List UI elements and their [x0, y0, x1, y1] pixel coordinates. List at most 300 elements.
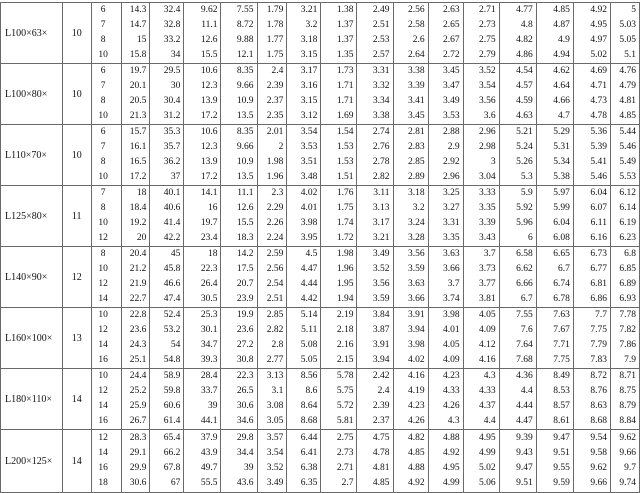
- table-cell: 54.8: [163, 355, 181, 365]
- inner-radius-value: 13: [62, 308, 91, 369]
- table-cell: 1.53: [336, 142, 354, 152]
- table-cell: 9.74: [619, 478, 636, 488]
- table-cell: 2.39: [372, 401, 390, 411]
- table-cell: 7.9: [624, 355, 636, 365]
- value-column: [573, 308, 610, 369]
- table-cell: 12.6: [200, 35, 218, 45]
- table-cell: 3.05: [266, 416, 284, 426]
- table-cell: 5.81: [336, 416, 354, 426]
- table-cell: 53.2: [163, 325, 181, 335]
- table-cell: 4.66: [553, 96, 570, 106]
- table-cell: 6: [528, 233, 533, 243]
- table-cell: 2.49: [372, 5, 390, 15]
- table-cell: 4.02: [407, 355, 425, 365]
- table-cell: 3.13: [372, 203, 390, 213]
- table-cell: 2: [278, 142, 284, 152]
- table-cell: 67.8: [163, 463, 181, 473]
- table-cell: 6.73: [590, 249, 607, 259]
- table-cell: 2.6: [412, 35, 425, 45]
- table-cell: 2.01: [266, 127, 284, 137]
- value-column: [357, 64, 393, 125]
- table-cell: 7.79: [590, 340, 607, 350]
- section-designation: L100×80×: [1, 64, 63, 125]
- table-cell: 4.16: [479, 355, 496, 365]
- table-cell: 4.85: [407, 448, 425, 458]
- table-cell: 2.59: [266, 249, 284, 259]
- value-column: [121, 186, 150, 247]
- table-cell: 1.74: [336, 218, 354, 228]
- table-cell: 3.18: [407, 188, 425, 198]
- table-cell: 33.2: [163, 35, 181, 45]
- table-cell: 4.44: [300, 279, 318, 289]
- table-cell: 5.97: [553, 188, 570, 198]
- table-cell: 10: [98, 371, 108, 381]
- table-cell: 46.6: [163, 279, 181, 289]
- table-cell: 2.51: [266, 294, 284, 304]
- table-cell: 13.9: [200, 96, 218, 106]
- table-cell: 4.09: [442, 355, 460, 365]
- table-cell: 3.7: [483, 249, 496, 259]
- table-cell: 5.24: [516, 142, 533, 152]
- table-cell: 17.5: [236, 264, 254, 274]
- table-cell: 25.9: [129, 401, 147, 411]
- table-cell: 3.25: [442, 188, 460, 198]
- table-cell: 5.38: [553, 172, 570, 182]
- table-cell: 6: [100, 66, 106, 76]
- table-cell: 2.15: [336, 355, 354, 365]
- table-cell: 9.66: [619, 448, 636, 458]
- value-column: [257, 186, 287, 247]
- value-column: [499, 186, 536, 247]
- table-cell: 3.94: [372, 355, 390, 365]
- table-cell: 52.4: [163, 310, 181, 320]
- group-row: [1, 369, 640, 430]
- table-cell: 25.3: [200, 310, 218, 320]
- table-cell: 5.36: [590, 127, 607, 137]
- table-cell: 2.3: [271, 188, 284, 198]
- table-cell: 3.49: [442, 96, 460, 106]
- inner-radius-value: 10: [62, 64, 91, 125]
- value-column: [184, 430, 221, 493]
- table-cell: 2.56: [266, 264, 284, 274]
- table-cell: 5.02: [479, 463, 496, 473]
- table-cell: 9.47: [516, 463, 533, 473]
- table-cell: 2.75: [479, 35, 496, 45]
- table-cell: 2.78: [372, 157, 390, 167]
- value-column: [573, 369, 610, 430]
- table-cell: 5.92: [516, 203, 533, 213]
- table-cell: 5.9: [520, 188, 533, 198]
- table-cell: 5.39: [590, 142, 607, 152]
- table-cell: 14.1: [200, 188, 218, 198]
- table-cell: 4.77: [516, 5, 533, 15]
- value-column: [150, 308, 184, 369]
- table-cell: 5.41: [590, 157, 607, 167]
- table-cell: 4.05: [442, 340, 460, 350]
- table-cell: 4.16: [407, 371, 425, 381]
- value-column: [357, 308, 393, 369]
- table-cell: 3.98: [442, 310, 460, 320]
- table-cell: 30: [170, 81, 181, 91]
- table-cell: 6.86: [590, 294, 607, 304]
- table-cell: 8.63: [590, 401, 607, 411]
- value-column: [463, 186, 499, 247]
- table-cell: 6.07: [590, 203, 607, 213]
- table-cell: 4.33: [479, 386, 496, 396]
- table-cell: 12.3: [200, 81, 218, 91]
- value-column: [536, 125, 573, 186]
- table-cell: 3.15: [300, 50, 318, 60]
- table-cell: 3.28: [407, 233, 425, 243]
- table-cell: 2.75: [336, 433, 354, 443]
- table-cell: 12: [98, 325, 108, 335]
- table-cell: 3.12: [300, 111, 318, 121]
- table-cell: 18: [98, 478, 108, 488]
- table-cell: 2.85: [407, 157, 425, 167]
- table-cell: 9.62: [590, 463, 607, 473]
- value-column: [357, 125, 393, 186]
- angle-steel-spec-table: [0, 2, 640, 493]
- table-cell: 9.62: [619, 433, 636, 443]
- table-cell: 4.7: [557, 111, 570, 121]
- table-cell: 6.12: [619, 188, 636, 198]
- table-cell: 4.59: [516, 96, 533, 106]
- table-cell: 3.31: [442, 218, 460, 228]
- value-column: [321, 247, 357, 308]
- table-cell: 58.9: [163, 371, 181, 381]
- table-cell: 5.06: [479, 478, 496, 488]
- table-cell: 3.48: [300, 172, 318, 182]
- table-cell: 19.7: [129, 66, 147, 76]
- table-cell: 7.75: [590, 325, 607, 335]
- table-cell: 4.23: [442, 371, 460, 381]
- value-column: [221, 247, 257, 308]
- value-column: [257, 3, 287, 64]
- table-cell: 44.1: [200, 416, 218, 426]
- table-cell: 7.55: [516, 310, 533, 320]
- table-cell: 6.58: [516, 249, 533, 259]
- value-column: [573, 125, 610, 186]
- table-cell: 4.99: [479, 448, 496, 458]
- table-cell: 3.56: [479, 96, 496, 106]
- value-column: [321, 125, 357, 186]
- value-column: [428, 430, 463, 493]
- table-cell: 8.71: [619, 371, 636, 381]
- table-cell: 30.6: [129, 478, 147, 488]
- table-cell: 59.8: [163, 386, 181, 396]
- table-cell: 6.44: [300, 433, 318, 443]
- table-cell: 4.94: [553, 50, 570, 60]
- table-cell: 4.95: [479, 433, 496, 443]
- table-cell: 2.96: [442, 172, 460, 182]
- table-cell: 2.63: [442, 5, 460, 15]
- table-cell: 7.6: [520, 325, 533, 335]
- table-cell: 1.98: [266, 157, 284, 167]
- value-column: [121, 430, 150, 493]
- value-column: [221, 430, 257, 493]
- table-cell: 4.3: [483, 371, 496, 381]
- table-cell: 3: [490, 157, 496, 167]
- table-cell: 8.56: [300, 371, 318, 381]
- table-cell: 26.4: [200, 279, 218, 289]
- table-cell: 3.66: [407, 294, 425, 304]
- value-column: [463, 247, 499, 308]
- value-column: [610, 3, 639, 64]
- table-cell: 4.79: [619, 81, 636, 91]
- table-cell: 2.39: [266, 81, 284, 91]
- table-cell: 34: [170, 50, 181, 60]
- table-cell: 2.71: [336, 463, 354, 473]
- value-column: [121, 3, 150, 64]
- value-column: [184, 64, 221, 125]
- table-cell: 8: [100, 35, 106, 45]
- table-cell: 23.9: [236, 294, 254, 304]
- table-cell: 3.81: [479, 294, 496, 304]
- table-cell: 4.33: [442, 386, 460, 396]
- table-cell: 10.6: [200, 66, 218, 76]
- value-column: [321, 430, 357, 493]
- value-column: [150, 186, 184, 247]
- table-cell: 8.64: [300, 401, 318, 411]
- thickness-column: [91, 369, 121, 430]
- value-column: [150, 125, 184, 186]
- table-cell: 4.92: [442, 448, 460, 458]
- value-column: [287, 64, 321, 125]
- table-cell: 34.4: [236, 448, 254, 458]
- table-cell: 4.44: [516, 401, 533, 411]
- value-column: [536, 3, 573, 64]
- table-cell: 7: [100, 188, 106, 198]
- table-cell: 4.57: [516, 81, 533, 91]
- table-cell: 9.66: [236, 142, 254, 152]
- table-cell: 24.3: [129, 340, 147, 350]
- value-column: [610, 125, 639, 186]
- value-column: [150, 247, 184, 308]
- table-cell: 3.21: [300, 5, 318, 15]
- table-cell: 8.35: [236, 66, 254, 76]
- table-cell: 36.2: [163, 157, 181, 167]
- table-cell: 33.7: [200, 386, 218, 396]
- table-cell: 11.1: [201, 20, 218, 30]
- table-cell: 18.4: [129, 203, 147, 213]
- table-cell: 55.5: [200, 478, 218, 488]
- table-cell: 3.45: [442, 66, 460, 76]
- table-cell: 4.78: [590, 111, 607, 121]
- table-cell: 2.65: [442, 20, 460, 30]
- table-cell: 42.2: [163, 233, 181, 243]
- table-cell: 29.8: [236, 433, 254, 443]
- table-cell: 5.75: [336, 386, 354, 396]
- table-cell: 3.63: [442, 249, 460, 259]
- table-cell: 5.26: [516, 157, 533, 167]
- table-cell: 2.76: [372, 142, 390, 152]
- table-cell: 7.7: [595, 310, 607, 320]
- table-cell: 1.53: [336, 157, 354, 167]
- value-column: [573, 64, 610, 125]
- table-cell: 3.04: [479, 172, 496, 182]
- table-cell: 4.01: [442, 325, 460, 335]
- table-cell: 19.9: [236, 310, 254, 320]
- table-cell: 8: [100, 96, 106, 106]
- table-cell: 3.31: [372, 66, 390, 76]
- value-column: [257, 369, 287, 430]
- value-column: [287, 186, 321, 247]
- table-cell: 3.56: [407, 249, 425, 259]
- table-cell: 8.35: [236, 127, 254, 137]
- table-cell: 1.96: [266, 172, 284, 182]
- table-cell: 4.82: [407, 433, 425, 443]
- table-cell: 20.1: [129, 81, 147, 91]
- table-cell: 5.08: [300, 340, 318, 350]
- table-cell: 6.85: [619, 264, 636, 274]
- table-cell: 14: [98, 340, 108, 350]
- table-cell: 5.05: [619, 35, 636, 45]
- value-column: [536, 64, 573, 125]
- thickness-column: [91, 247, 121, 308]
- table-cell: 4.76: [619, 66, 636, 76]
- table-cell: 7.83: [590, 355, 607, 365]
- table-cell: 3.74: [442, 294, 460, 304]
- table-cell: 8.75: [619, 386, 636, 396]
- table-cell: 5.72: [336, 401, 354, 411]
- table-cell: 1.51: [336, 172, 354, 182]
- value-column: [287, 430, 321, 493]
- value-column: [184, 369, 221, 430]
- table-cell: 20.4: [129, 249, 147, 259]
- table-cell: 5.03: [619, 20, 636, 30]
- table-cell: 4.92: [407, 478, 425, 488]
- table-cell: 4.87: [553, 20, 570, 30]
- table-cell: 1.95: [336, 279, 354, 289]
- table-cell: 10: [98, 264, 108, 274]
- table-cell: 32.4: [163, 5, 181, 15]
- table-cell: 30.5: [200, 294, 218, 304]
- table-cell: 4.85: [553, 5, 570, 15]
- table-cell: 11.1: [237, 188, 254, 198]
- value-column: [121, 125, 150, 186]
- table-cell: 4.02: [300, 188, 318, 198]
- table-cell: 8: [100, 157, 106, 167]
- table-cell: 5.49: [619, 157, 636, 167]
- table-cell: 10.9: [236, 96, 254, 106]
- table-cell: 8.76: [590, 386, 607, 396]
- table-cell: 2.18: [336, 325, 354, 335]
- table-cell: 2.16: [336, 340, 354, 350]
- table-cell: 3.39: [407, 81, 425, 91]
- table-cell: 5.02: [590, 50, 607, 60]
- table-cell: 6.35: [300, 478, 318, 488]
- group-row: [1, 186, 640, 247]
- table-cell: 19.7: [200, 218, 218, 228]
- table-cell: 3.18: [300, 35, 318, 45]
- table-cell: 15.7: [129, 127, 147, 137]
- table-cell: 2.57: [372, 50, 390, 60]
- table-cell: 12: [98, 386, 108, 396]
- table-cell: 3.52: [372, 264, 390, 274]
- table-cell: 2.37: [266, 96, 284, 106]
- table-cell: 1.79: [266, 5, 284, 15]
- table-cell: 5.14: [300, 310, 318, 320]
- table-cell: 67: [170, 478, 181, 488]
- value-column: [184, 125, 221, 186]
- table-cell: 16: [98, 416, 108, 426]
- group-row: [1, 3, 640, 64]
- table-cell: 1.73: [336, 66, 354, 76]
- table-cell: 4.37: [479, 401, 496, 411]
- value-column: [536, 308, 573, 369]
- table-cell: 4.5: [305, 249, 318, 259]
- table-cell: 39: [244, 463, 254, 473]
- value-column: [463, 430, 499, 493]
- table-cell: 31.2: [163, 111, 181, 121]
- value-column: [287, 369, 321, 430]
- table-cell: 22.3: [236, 371, 254, 381]
- table-cell: 3.11: [373, 188, 390, 198]
- value-column: [357, 369, 393, 430]
- value-column: [257, 247, 287, 308]
- table-cell: 3.41: [407, 96, 425, 106]
- table-cell: 3.17: [300, 66, 318, 76]
- group-row: [1, 430, 640, 493]
- table-cell: 2.74: [372, 127, 390, 137]
- table-cell: 9.55: [553, 463, 570, 473]
- value-column: [184, 247, 221, 308]
- table-cell: 20: [136, 233, 147, 243]
- table-cell: 9.62: [200, 5, 218, 15]
- table-cell: 10: [98, 218, 108, 228]
- value-column: [393, 369, 428, 430]
- table-cell: 4.47: [300, 264, 318, 274]
- value-column: [357, 3, 393, 64]
- table-cell: 6.23: [619, 233, 636, 243]
- table-cell: 9.66: [236, 81, 254, 91]
- table-cell: 4.42: [300, 294, 318, 304]
- value-column: [287, 247, 321, 308]
- table-cell: 4.09: [479, 325, 496, 335]
- table-cell: 10: [98, 172, 108, 182]
- table-cell: 3.95: [300, 233, 318, 243]
- value-column: [321, 3, 357, 64]
- value-column: [357, 247, 393, 308]
- table-cell: 9.47: [553, 433, 570, 443]
- section-designation: L200×125×: [1, 430, 63, 493]
- value-column: [499, 247, 536, 308]
- inner-radius-value: 14: [62, 369, 91, 430]
- table-cell: 4.95: [442, 463, 460, 473]
- table-cell: 4.05: [479, 310, 496, 320]
- table-cell: 3.84: [372, 310, 390, 320]
- section-designation: L100×63×: [1, 3, 63, 64]
- table-cell: 14: [98, 448, 108, 458]
- table-cell: 4.47: [516, 416, 533, 426]
- table-cell: 2.24: [266, 233, 284, 243]
- table-cell: 9.39: [516, 433, 533, 443]
- table-cell: 2.4: [271, 66, 284, 76]
- table-cell: 2.77: [266, 355, 284, 365]
- table-cell: 4.73: [590, 96, 607, 106]
- value-column: [610, 64, 639, 125]
- table-cell: 7.82: [619, 325, 636, 335]
- table-cell: 8.68: [590, 416, 607, 426]
- table-cell: 15.5: [236, 218, 254, 228]
- table-cell: 2.67: [442, 35, 460, 45]
- table-cell: 65.4: [163, 433, 181, 443]
- table-cell: 5.3: [520, 172, 533, 182]
- table-cell: 6.89: [619, 279, 636, 289]
- table-cell: 2.92: [442, 157, 460, 167]
- table-cell: 8.61: [553, 416, 570, 426]
- value-column: [121, 247, 150, 308]
